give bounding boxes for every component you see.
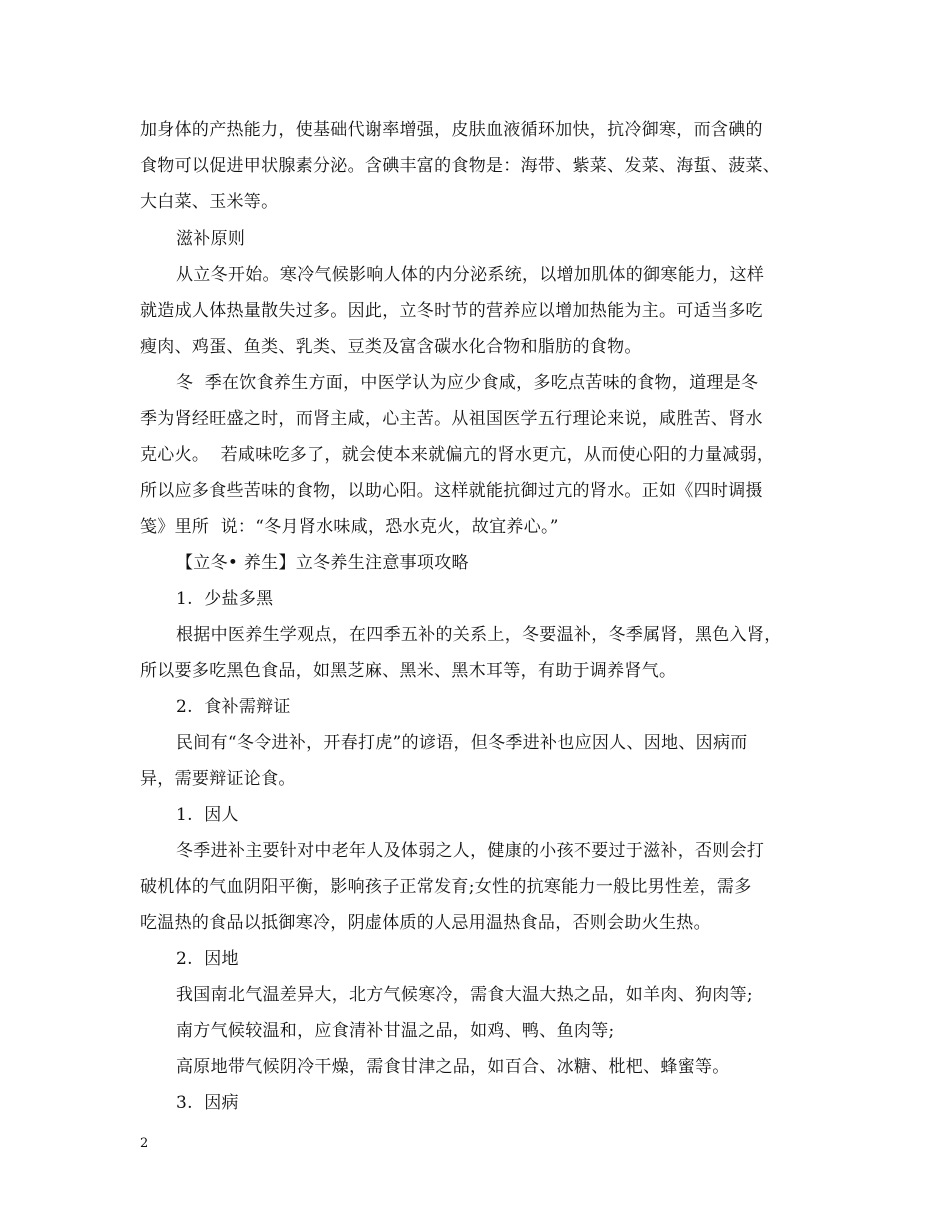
body-text-line: 吃温热的食品以抵御寒冷，阴虚体质的人忌用温热食品，否则会助火生热。 — [140, 913, 711, 933]
body-text-line: 所以应多食些苦味的食物，以助心阳。这样就能抗御过亢的肾水。正如《四时调摄 — [140, 481, 763, 501]
body-text-line: 从立冬开始。寒冷气候影响人体的内分泌系统，以增加肌体的御寒能力，这样 — [176, 265, 765, 285]
body-text-line: 季为肾经旺盛之时，而肾主咸，心主苦。从祖国医学五行理论来说，咸胜苦、肾水 — [140, 409, 763, 429]
list-item-heading: 2. 食补需辩证 — [176, 697, 291, 717]
list-item-heading: 2. 因地 — [176, 949, 239, 969]
body-text-line: 笺》里所 说：“冬月肾水味咸，恐水克火，故宜养心。” — [140, 517, 559, 537]
list-item-heading: 3. 因病 — [176, 1093, 239, 1113]
body-text-line: 冬季进补主要针对中老年人及体弱之人，健康的小孩不要过于滋补，否则会打 — [176, 841, 765, 861]
body-text-line: 根据中医养生学观点，在四季五补的关系上，冬要温补，冬季属肾，黑色入肾， — [176, 625, 782, 645]
body-text-line: 大白菜、玉米等。 — [140, 192, 279, 212]
body-text-line: 食物可以促进甲状腺素分泌。含碘丰富的食物是：海带、紫菜、发菜、海蜇、菠菜、 — [140, 156, 781, 176]
body-text-line: 克心火。 若咸味吃多了，就会使本来就偏亢的肾水更亢，从而使心阳的力量减弱， — [140, 445, 775, 465]
body-text-line: 瘦肉、鸡蛋、鱼类、乳类、豆类及富含碳水化合物和脂肪的食物。 — [140, 337, 642, 357]
section-heading: 滋补原则 — [176, 229, 246, 249]
section-heading: 【立冬• 养生】立冬养生注意事项攻略 — [176, 553, 469, 573]
list-item-heading: 1. 少盐多黑 — [176, 589, 274, 609]
body-text-line: 破机体的气血阴阳平衡，影响孩子正常发育;女性的抗寒能力一般比男性差，需多 — [140, 877, 752, 897]
body-text-line: 加身体的产热能力，使基础代谢率增强，皮肤血液循环加快，抗冷御寒，而含碘的 — [140, 120, 763, 140]
body-text-line: 就造成人体热量散失过多。因此，立冬时节的营养应以增加热能为主。可适当多吃 — [140, 301, 763, 321]
body-text-line: 高原地带气候阴冷干燥，需食甘津之品，如百合、冰糖、枇杷、蜂蜜等。 — [176, 1057, 730, 1077]
body-text-line: 民间有“冬令进补，开春打虎”的谚语，但冬季进补也应因人、因地、因病而 — [176, 733, 748, 753]
body-text-line: 我国南北气温差异大，北方气候寒冷，需食大温大热之品，如羊肉、狗肉等; — [176, 985, 753, 1005]
body-text-line: 异，需要辩证论食。 — [140, 769, 296, 789]
body-text-line: 所以要多吃黑色食品，如黑芝麻、黑米、黑木耳等，有助于调养肾气。 — [140, 661, 677, 681]
list-item-heading: 1. 因人 — [176, 805, 239, 825]
page-number: 2 — [140, 1136, 149, 1151]
body-text-line: 南方气候较温和，应食清补甘温之品，如鸡、鸭、鱼肉等; — [176, 1021, 615, 1041]
body-text-line: 冬 季在饮食养生方面，中医学认为应少食咸，多吃点苦味的食物，道理是冬 — [176, 373, 759, 393]
